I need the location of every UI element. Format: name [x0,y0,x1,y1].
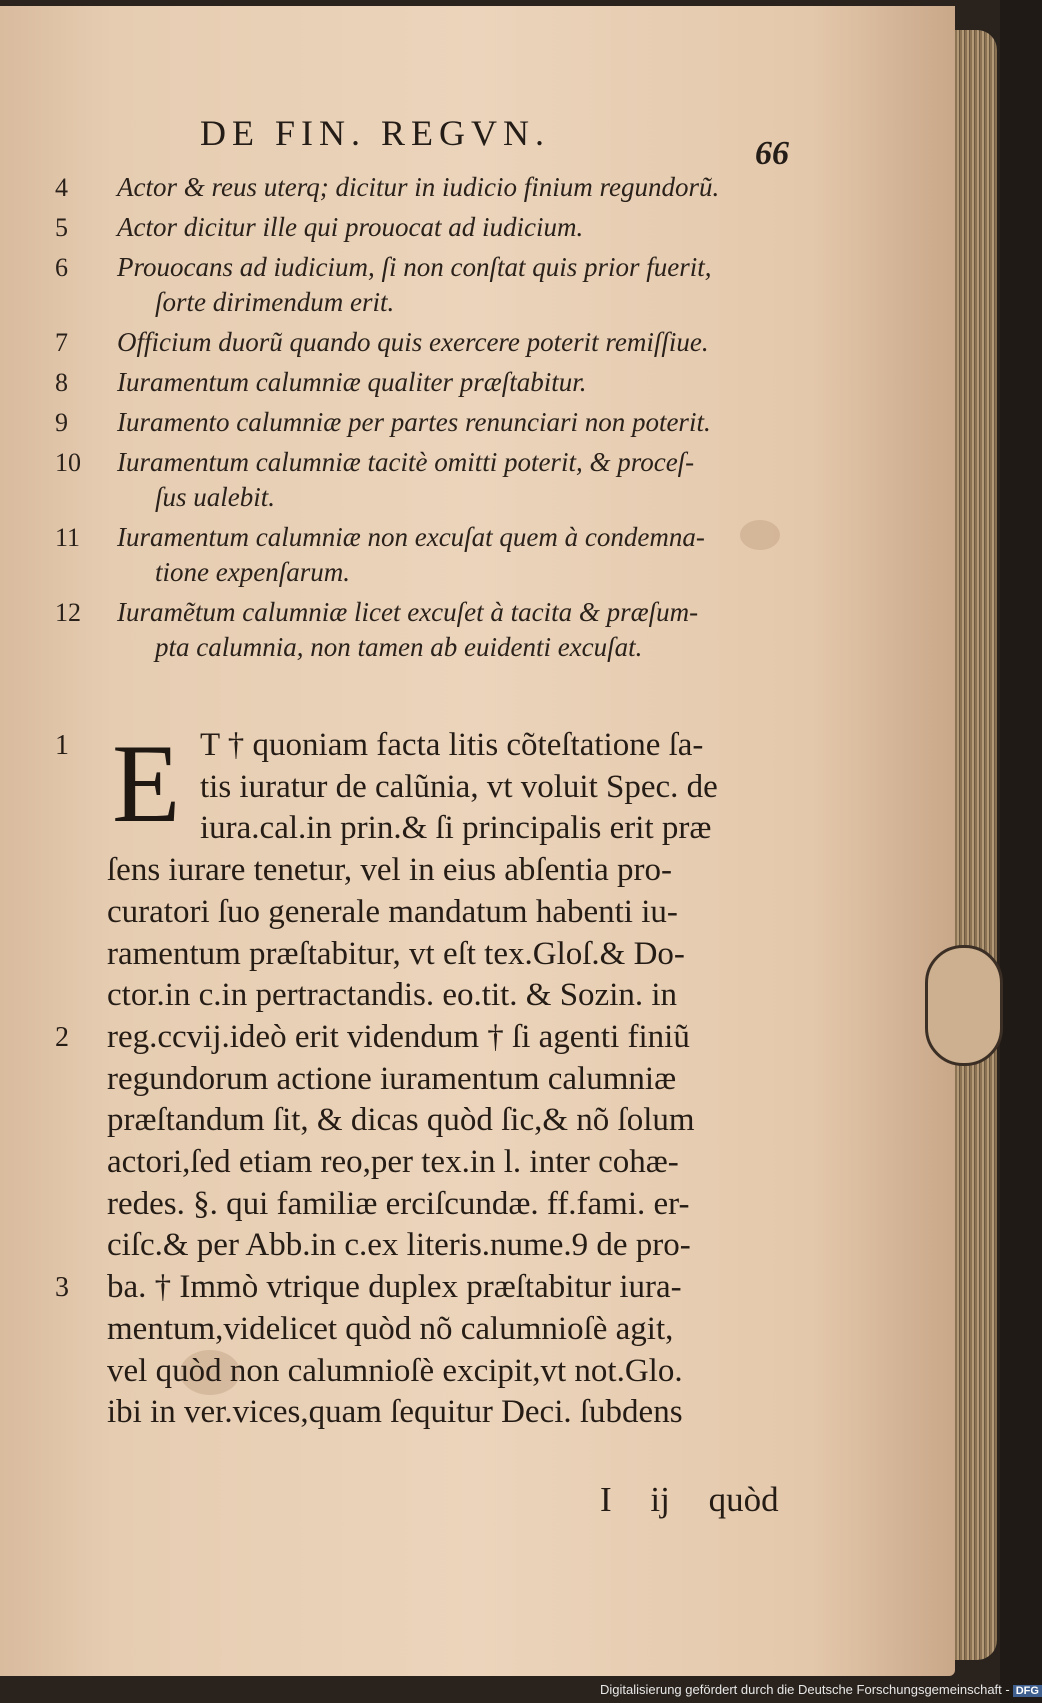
summary-line: Iuramentum calumniæ qualiter præſtabitur. [117,367,587,397]
summary-number: 7 [55,328,68,357]
margin-note-number: 1 [55,730,69,761]
digitization-credit [600,1682,1039,1697]
summary-number: 12 [55,598,81,627]
margin-note-number [55,767,107,809]
text-line: iura.cal.in prin.& ſi principalis erit præ [55,808,815,850]
text-line: ramentum præſtabitur, vt eſt tex.Gloſ.& Do- [55,934,815,976]
dfg-logo: DFG [1013,1685,1042,1697]
margin-note-number [55,808,107,850]
text-line: ciſc.& per Abb.in c.ex literis.nume.9 de pro- [55,1225,815,1267]
text-line: præſtandum ſit, & dicas quòd ſic,& nõ ſolum [55,1100,815,1142]
book-clasp [925,945,1003,1066]
margin-note-number [55,1351,107,1393]
summary-item [55,250,815,320]
text-line: vel quòd non calumnioſè excipit,vt not.Glo. [55,1351,815,1393]
summary-line: Iuramentum calumniæ tacitè omitti poterit, & proceſ- [117,447,695,477]
margin-note-number [55,1225,107,1267]
drop-cap: E [112,722,181,846]
text-line: regundorum actione iuramentum calumniæ [55,1059,815,1101]
margin-note-number [55,1309,107,1351]
summary-number: 6 [55,253,68,282]
text-line: 3 ba. † Immò vtrique duplex præſtabitur iura- [55,1267,815,1309]
margin-note-number [55,1100,107,1142]
text-line: ſens iurare tenetur, vel in eius abſentia pro- [55,850,815,892]
text-line: mentum,videlicet quòd nõ calumnioſè agit, [55,1309,815,1351]
text-line: 1 T † quoniam facta litis cõteſtatione ſa- [55,725,815,767]
text-line: curatori ſuo generale mandatum habenti iu- [55,892,815,934]
page-edges [955,30,997,1660]
text-line: ctor.in c.in pertractandis. eo.tit. & Sozin. in [55,975,815,1017]
summary-number: 4 [55,173,68,202]
margin-note-number [55,934,107,976]
summary-number: 8 [55,368,68,397]
summary-item [55,210,815,245]
summary-list [55,170,815,670]
catchword: quòd [708,1480,779,1519]
summary-line: tione expenſarum. [155,557,350,587]
main-text [55,722,815,1434]
signature-mark: I ij [600,1480,670,1519]
margin-note-number [55,850,107,892]
text-line: actori,ſed etiam reo,per tex.in l. inter cohæ- [55,1142,815,1184]
folio-number: 66 [755,135,789,172]
summary-number: 9 [55,408,68,437]
summary-item [55,405,815,440]
summary-item [55,170,815,205]
summary-line: Iuramẽtum calumniæ licet excuſet à tacita & præſum- [117,597,699,627]
running-title: DE FIN. REGVN. [200,113,550,153]
text-line: redes. §. qui familiæ erciſcundæ. ff.fami. er- [55,1184,815,1226]
margin-note-number [55,892,107,934]
text-line: ibi in ver.vices,quam ſequitur Deci. ſubdens [55,1392,815,1434]
summary-line: ſus ualebit. [155,482,275,512]
summary-line: Iuramentum calumniæ non excuſat quem à condemna- [117,522,705,552]
credit-text: Digitalisierung gefördert durch die Deutsche Forschungsgemeinschaft - [600,1682,1010,1697]
summary-item [55,445,815,515]
summary-line: Officium duorũ quando quis exercere poterit remiſſiue. [117,327,709,357]
summary-line: pta calumnia, non tamen ab euidenti excuſat. [155,632,643,662]
margin-note-number: 3 [55,1272,69,1304]
summary-line: Actor & reus uterq; dicitur in iudicio finium regundorũ. [117,172,720,202]
summary-line: Iuramento calumniæ per partes renunciari non poterit. [117,407,711,437]
summary-number: 5 [55,213,68,242]
margin-note-number [55,1392,107,1434]
summary-item [55,520,815,590]
margin-note-number [55,1059,107,1101]
summary-item [55,595,815,665]
summary-line: ſorte dirimendum erit. [155,287,395,317]
summary-number: 10 [55,448,81,477]
margin-note-number [55,1142,107,1184]
margin-note-number [55,1184,107,1226]
catchword-line [600,1480,779,1520]
text-line: 2 reg.ccvij.ideò erit videndum † ſi agenti finiũ [55,1017,815,1059]
margin-note-number: 2 [55,1021,69,1053]
summary-item [55,365,815,400]
text-line: tis iuratur de calũnia, vt voluit Spec. de [55,767,815,809]
summary-line: Prouocans ad iudicium, ſi non conſtat quis prior fuerit, [117,252,712,282]
summary-number: 11 [55,523,81,552]
summary-line: Actor dicitur ille qui prouocat ad iudicium. [117,212,584,242]
summary-item [55,325,815,360]
margin-note-number [55,975,107,1017]
